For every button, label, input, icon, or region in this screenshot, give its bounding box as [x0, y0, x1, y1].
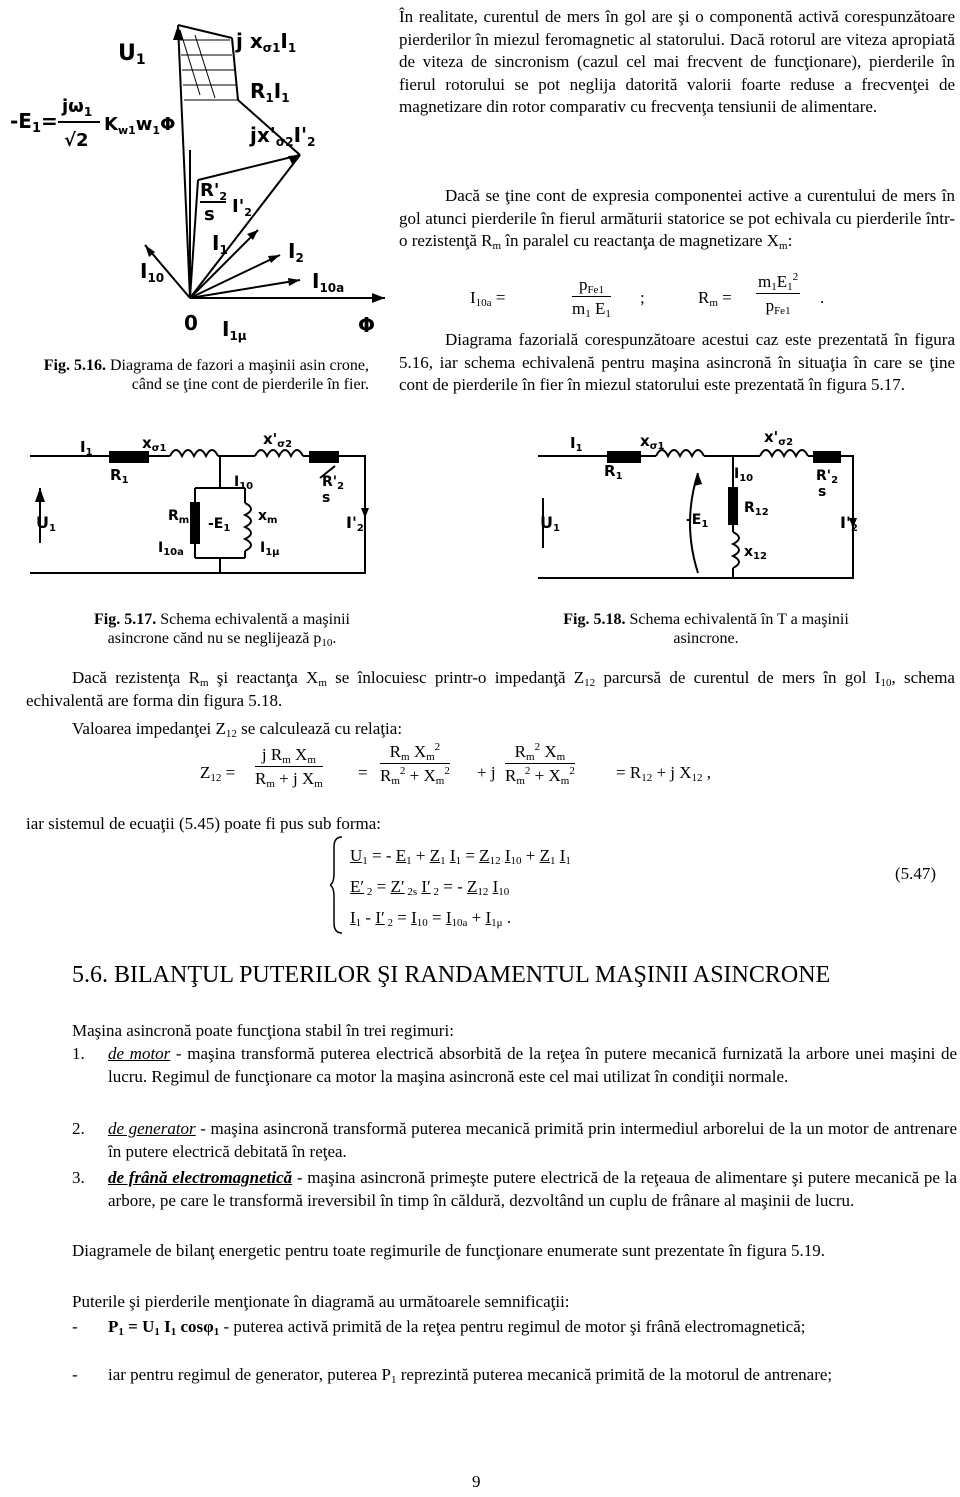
svg-text:s: s	[204, 204, 215, 225]
paragraph-sistem: iar sistemul de ecuaţii (5.45) poate fi pus sub forma:	[26, 814, 382, 833]
list-item-motor: 1. de motor - maşina transformă puterea electrică absorbită de la reţea în putere mecanică furnizată la arbore unei maşini de lucru. Regimul de funcţionare ca motor la maşina asincronă este cel mai utilizat în condiţii normale.	[72, 1044, 957, 1086]
svg-text:I10: $I_{10}$	[234, 474, 254, 492]
label-i1mu: $I_{1\mu}$	[222, 317, 247, 343]
svg-text:I'2: I'2	[346, 513, 364, 534]
paragraph-realitate: În realitate, curentul de mers în gol are şi o componentă activă corespunzătoare pierderilor în miezul feromagnetic al statorului. Dacă rotorul are viteza apropiată de viteza de sincronism (cazul cel mai frecvent de funcţionare), pierderile în fierul rotorului se pot neglija datorită valorii foarte reduse a frecvenţei de magnetizare din rotor comparativ cu frecvenţa tensiunii de alimentare.	[399, 7, 955, 116]
fig-5-18-caption: Fig. 5.18. Schema echivalentă în T a maşinii asincrone.	[563, 611, 849, 647]
label-sqrt2: √2	[64, 130, 89, 151]
system-equations: $U_1$ = - $E_1 + Z_1$ $I_1 = Z_{12}$ $I_{10} + Z_1$ $I_1$ E′ $_2$ = Z′ $_{2s}$ I′ $_2$ = - $Z_{12}$ $I_{10}$ $I_1 - I'$ $_2 = I_{10} = I_{10a} + I_{1\mu}$ .	[350, 846, 571, 929]
label-r2: $R'_2$	[200, 180, 228, 203]
label-origin: 0	[184, 311, 198, 335]
e2-vector	[190, 155, 300, 298]
svg-text:Rm: $R_m$	[168, 508, 190, 526]
formula-i10a: $I_{10a}$ =	[470, 288, 506, 309]
label-phi: Φ	[358, 313, 376, 337]
svg-text:R1: $R_1$	[604, 462, 623, 482]
svg-text:x'σ2: $x'_{\sigma 2}$	[263, 430, 293, 450]
svg-text:I10: $I_{10}$	[734, 466, 754, 484]
svg-text:-E1: $-E_1$	[686, 512, 709, 530]
equation-number: (5.47)	[895, 864, 937, 883]
section-heading: 5.6. BILANŢUL PUTERILOR ŞI RANDAMENTUL MAŞINII ASINCRONE	[72, 962, 831, 988]
label-i10a: $I_{10a}$	[312, 269, 345, 295]
paragraph-valoarea: Valoarea impedanţei $Z_{12}$ se calculează cu relaţia:	[72, 719, 403, 740]
svg-text:U1: U1	[540, 513, 560, 534]
label-i1: $I_1$	[212, 231, 228, 257]
paragraph-regimuri-intro: Maşina asincronă poate funcţiona stabil în trei regimuri:	[72, 1021, 454, 1040]
list-item-frana: 3. de frână electromagnetică - maşina asincronă primeşte putere electrică de la reţeaua de alimentare şi putere mecanică pe la arbore, pe care le transformă ireversibil în timp în căldură, dezvoltând un cuplu de frânare al maşinii de lucru.	[72, 1168, 957, 1210]
formula-rm-fraction: $m_1E_1^2$ $p_{Fe1}$	[758, 271, 799, 317]
circuit-fig-5-17	[20, 428, 380, 600]
formula-z12: $Z_{12}$ =	[200, 763, 236, 784]
svg-text:x12: $x_{12}$	[744, 544, 767, 562]
label-u1: U1	[118, 41, 146, 68]
fig-5-17-caption: Fig. 5.17. Schema echivalentă a maşinii asincrone cănd nu se neglijează $p_{10}$.	[94, 611, 350, 649]
fig-5-16-caption: Fig. 5.16. Diagrama de fazori a maşinii asin crone, când se ţine cont de pierderile în fier.	[43, 357, 369, 393]
svg-text:I1: $I_1$	[80, 438, 93, 458]
svg-text:R'2: $R'_2$	[322, 474, 345, 492]
svg-text:R12: $R_{12}$	[744, 500, 769, 518]
page-number: 9	[472, 1472, 481, 1491]
label-kw1w1phi: $K_{w1}w_1\Phi$	[104, 114, 176, 137]
paragraph-expresia: Dacă se ţine cont de expresia componentei active a curentului de mers în gol atunci pierderile în fierul armăturii statorice se pot echivala cu pierderile într-o rezistenţă $R_m$ în paralel cu reactanţa de magnetizare $X_m$:	[399, 186, 955, 252]
svg-text:R1: $R_1$	[110, 466, 129, 486]
svg-text:I1: $I_1$	[570, 434, 583, 454]
label-r1i1: $R_1I_1$	[250, 79, 290, 105]
svg-text:R'2: $R'_2$	[816, 468, 839, 486]
svg-text:U1: U1	[36, 513, 56, 534]
circuit-fig-5-18	[528, 428, 868, 600]
phasor-diagram-fig-5-16	[0, 0, 390, 345]
paragraph-puterile: Puterile şi pierderile menţionate în diagramă au următoarele semnificaţii:	[72, 1292, 570, 1311]
paragraph-diagrama-fazoriala: Diagrama fazorială corespunzătoare acestui caz este prezentată în figura 5.16, iar schema echivalenă pentru maşina asincronă în situaţia în care se ţine cont de pierderile în fier în miezul statorului este prezentată în figura 5.17.	[399, 330, 955, 394]
list-item-generator: 2. de generator - maşina asincronă transformă puterea mecanică primită prin intermediul arborelui de la un motor de antrenare în putere electrică debitată în reţea.	[72, 1119, 958, 1161]
bullet-generator: - iar pentru regimul de generator, puterea $P_1$ reprezintă puterea mecanică primită de la motorul de antrenare;	[72, 1365, 833, 1386]
svg-text:s: s	[818, 484, 827, 500]
svg-text:xσ1: $x_{\sigma 1}$	[640, 432, 665, 452]
formula-i10a-fraction: $p_{Fe1}$ $m_1$ $E_1$	[572, 275, 611, 320]
label-i10: $I_{10}$	[140, 259, 165, 285]
label-jxsigma1: j $x_{\sigma 1}I_1$	[236, 29, 297, 55]
svg-text:I10a: $I_{10a}$	[158, 540, 184, 558]
label-i2p: $I'_2$	[232, 196, 252, 219]
bullet-p1: - $P_1 = U_1$ $I_1$ cosφ$_1$ - puterea activă primită de la reţea pentru regimul de motor şi frână electromagnetică;	[72, 1317, 806, 1338]
formula-rm: $R_m$ =	[698, 288, 732, 309]
svg-text:I1μ: $I_{1\mu}$	[260, 540, 280, 558]
svg-text:I'2: I'2	[840, 513, 858, 534]
svg-text:s: s	[322, 490, 331, 506]
svg-text:xσ1: $x_{\sigma 1}$	[142, 434, 167, 454]
u1-vector	[178, 25, 190, 298]
svg-text:x'σ2: $x'_{\sigma 2}$	[764, 428, 794, 448]
paragraph-diagrame: Diagramele de bilanţ energetic pentru toate regimurile de funcţionare enumerate sunt prezentate în figura 5.19.	[72, 1241, 826, 1260]
svg-text:xm: $x_m$	[258, 508, 278, 526]
label-jw1: $j\omega_1$	[62, 96, 93, 119]
label-jxsigma2: $jx'_{\sigma 2}I'_2$	[250, 123, 316, 149]
svg-text:-E1: $-E_1$	[208, 516, 231, 534]
paragraph-z12: Dacă rezistenţa $R_m$ şi reactanţa $X_m$ se înlocuiesc printr-o impedanţă $Z_{12}$ parcursă de curentul de mers în gol $I_{10}$, schema echivalentă are forma din figura 5.18.	[26, 668, 955, 710]
label-e1: $-E_1=$	[10, 109, 58, 136]
label-i2: $I_2$	[288, 239, 304, 265]
